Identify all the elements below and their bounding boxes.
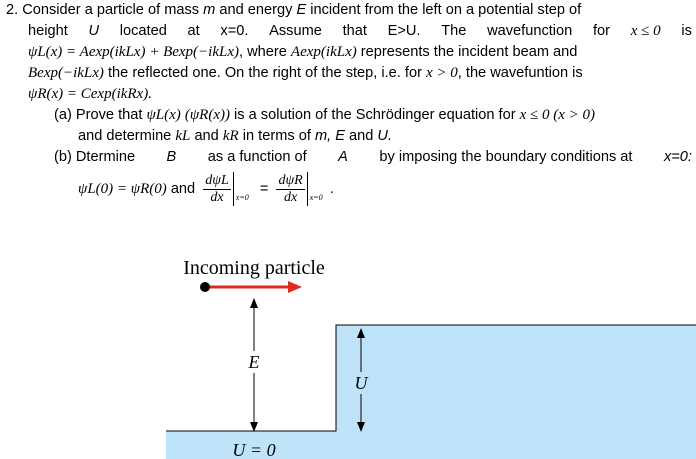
math-psiR: (ψR(x)) [184, 107, 230, 123]
fraction-denominator: dx [283, 189, 298, 205]
equation-psiL: ψL(x) = Aexp(ikLx) + Bexp(−ikLx) [28, 44, 239, 60]
period: . [329, 180, 334, 197]
fraction-numerator: dψR [278, 172, 303, 188]
fraction-numerator: dψL [205, 172, 229, 188]
text-fragment: E>U. [387, 23, 421, 39]
text-fragment: is [681, 23, 692, 39]
text-fragment: height [28, 23, 68, 39]
text-fragment: represents the incident beam and [360, 44, 578, 60]
text-fragment: in terms of [242, 128, 311, 144]
text-fragment: Assume [269, 23, 322, 39]
text-fragment: that [342, 23, 367, 39]
text-fragment: located [119, 23, 167, 39]
math-psiL: ψL(x) [146, 107, 181, 123]
math-reflected: Bexp(−ikLx) [28, 65, 104, 81]
fraction-denominator: dx [210, 189, 224, 205]
label-U: U [354, 373, 368, 393]
label-U-zero: U = 0 [232, 440, 276, 459]
text-fragment: for [593, 23, 611, 39]
math-condition: x ≤ 0 (x > 0) [519, 107, 596, 123]
math-incident: Aexp(ikLx) [290, 44, 357, 60]
text-fragment: and determine [78, 128, 172, 144]
var-m: m [203, 2, 216, 18]
eval-label: x=0 [235, 193, 249, 202]
var-U: U. [377, 128, 393, 144]
text-fragment: x=0. [220, 23, 249, 39]
text-fragment: by imposing the boundary conditions at [379, 149, 633, 165]
math-kR: kR [222, 128, 239, 144]
var-m-E: m, E [314, 128, 345, 144]
equals-sign: = [259, 180, 269, 197]
var-U: U [88, 23, 100, 39]
text-fragment: , the wavefuntion is [457, 65, 583, 81]
text-fragment: incident from the left on a potential step of [310, 2, 582, 18]
particle-dot-icon [200, 282, 210, 292]
bc-continuity: ψL(0) = ψR(0) [78, 180, 167, 197]
text-fragment: (a) Prove that [54, 107, 143, 123]
math-condition: x ≤ 0 [630, 23, 661, 39]
text-fragment: and energy [219, 2, 293, 18]
var-E: E [296, 2, 307, 18]
text-fragment: as a function of [207, 149, 307, 165]
region-right [336, 325, 696, 459]
problem-number: 2. [6, 2, 19, 18]
math-x0: x=0: [663, 149, 692, 165]
text-fragment: the reflected one. On the right of the step, i.e. for [107, 65, 422, 81]
text-fragment: and [349, 128, 374, 144]
var-A: A [338, 149, 348, 165]
math-condition: x > 0 [426, 65, 458, 81]
text-fragment: and [194, 128, 219, 144]
label-E: E [248, 352, 260, 372]
equation-psiR: ψR(x) = Cexp(ikRx). [28, 86, 152, 102]
text-fragment: at [187, 23, 200, 39]
text-fragment: Consider a particle of mass [22, 2, 200, 18]
math-kL: kL [175, 128, 191, 144]
text-fragment: (b) Dtermine [54, 149, 136, 165]
eval-label: x=0 [309, 193, 323, 202]
arrow-up-icon [250, 298, 258, 308]
text-fragment: is a solution of the Schrödinger equation for [234, 107, 516, 123]
text-fragment: wavefunction [487, 23, 573, 39]
arrow-head-icon [288, 281, 302, 293]
text-fragment: and [170, 180, 196, 197]
text-fragment: The [441, 23, 467, 39]
figure-title: Incoming particle [183, 257, 325, 279]
var-B: B [166, 149, 177, 165]
text-fragment: , where [239, 44, 287, 60]
